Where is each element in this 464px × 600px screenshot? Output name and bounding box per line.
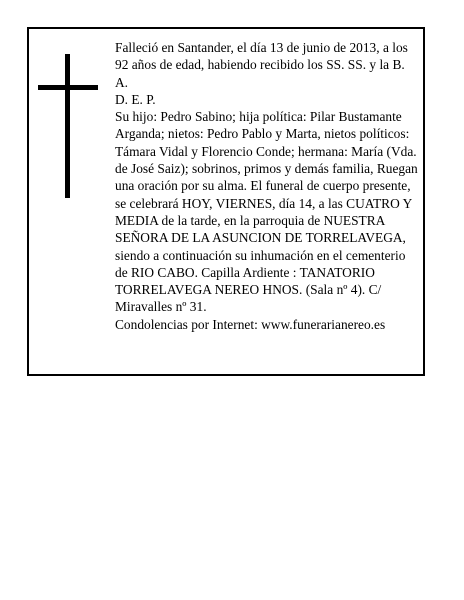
cross-horizontal-bar bbox=[38, 85, 98, 90]
rest-in-peace-line: D. E. P. bbox=[115, 91, 156, 107]
obituary-text bbox=[115, 39, 420, 333]
family-and-funeral-paragraph: Su hijo: Pedro Sabino; hija política: Pilar Bustamante Arganda; nietos: Pedro Pablo y Marta, nietos políticos: Támara Vidal y Florencio Conde; hermana: María (Vda. de José Saiz); sobrinos, primos y demás familia, Ruegan una oración por su alma. El funeral de cuerpo presente, se celebrará HOY, VIERNES, día 14, a las CUATRO Y MEDIA de la tarde, en la parroquia de NUESTRA SEÑORA DE LA ASUNCION DE TORRELAVEGA, siendo a continuación su inhumación en el cementerio de RIO CABO. Capilla Ardiente : TANATORIO TORRELAVEGA NEREO HNOS. (Sala nº 4). C/ Miravalles nº 31. bbox=[115, 109, 418, 315]
condolences-line: Condolencias por Internet: www.funerarianereo.es bbox=[115, 316, 386, 332]
death-announcement-paragraph: Falleció en Santander, el día 13 de junio de 2013, a los 92 años de edad, habiendo recibido los SS. SS. y la B. A. bbox=[115, 40, 408, 90]
latin-cross-icon bbox=[38, 54, 98, 198]
cross-vertical-bar bbox=[65, 54, 70, 198]
